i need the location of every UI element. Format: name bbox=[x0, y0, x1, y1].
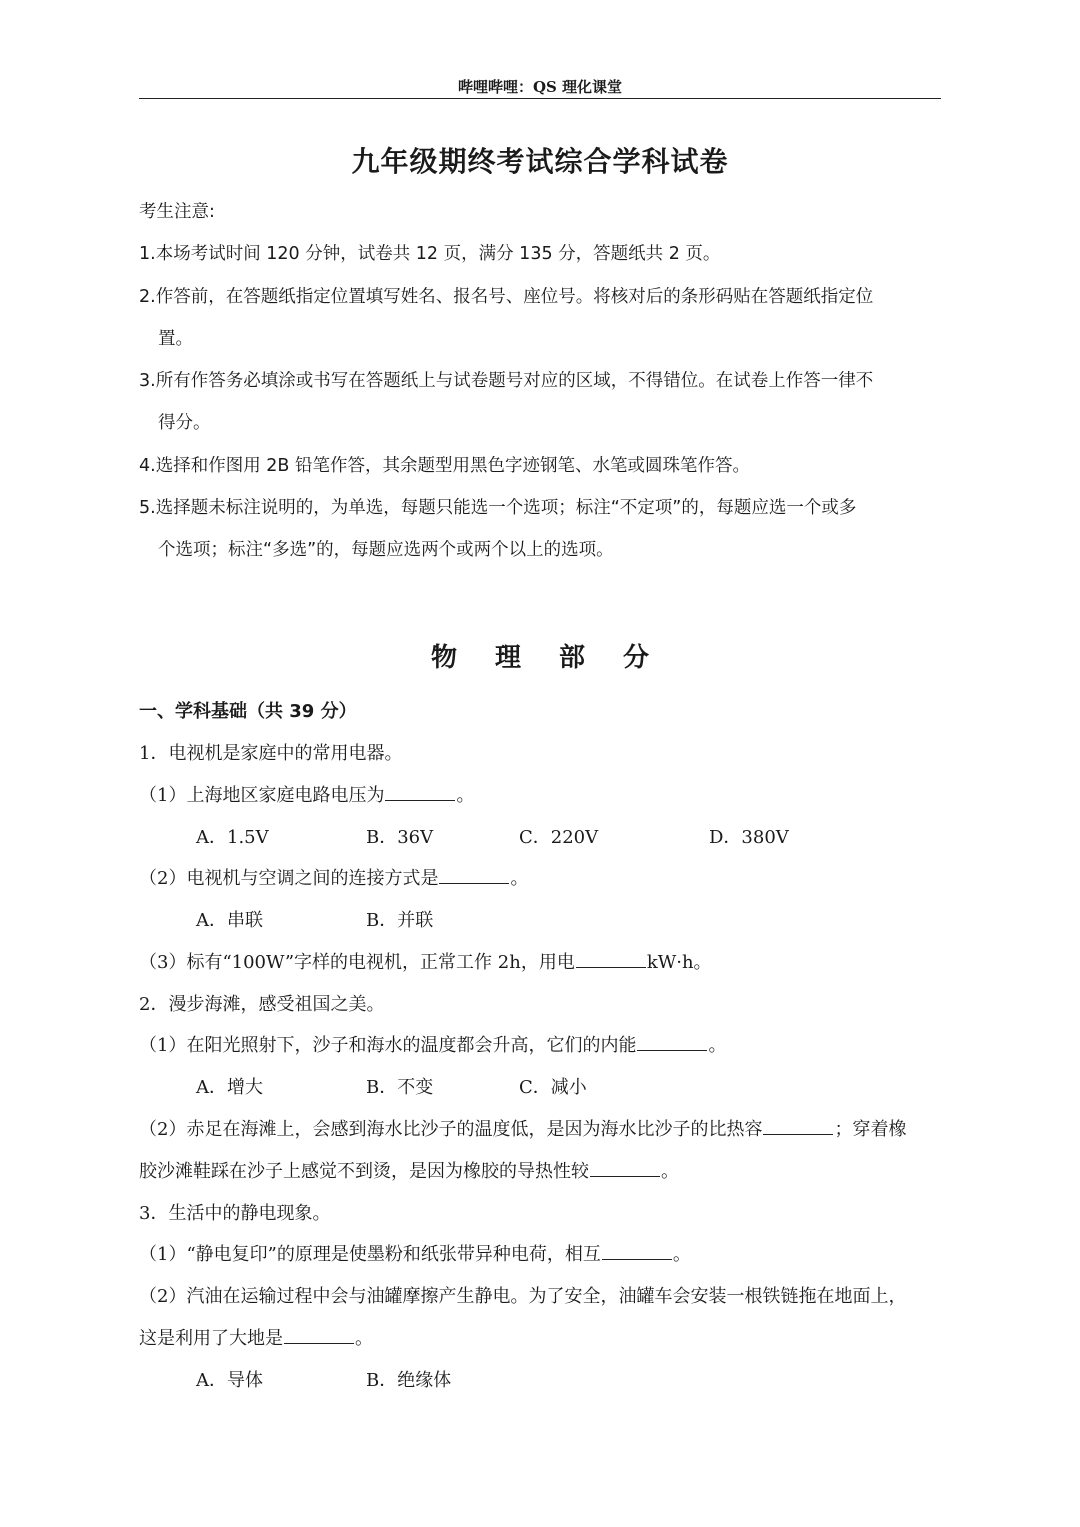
notice-line-4: 4.选择和作图用 2B 铅笔作答，其余题型用黑色字迹钢笔、水笔或圆珠笔作答。 bbox=[139, 456, 750, 476]
section-char: 分 bbox=[623, 643, 650, 673]
answer-blank[interactable] bbox=[590, 1158, 660, 1177]
q2-sub2: （2）赤足在海滩上，会感到海水比沙子的温度低，是因为海水比沙子的比热容 ；穿着橡 bbox=[139, 1115, 906, 1141]
answer-blank[interactable] bbox=[637, 1032, 707, 1051]
q3-sub2-cont: 这是利用了大地是 。 bbox=[139, 1324, 373, 1350]
q2-sub2-cont: 胶沙滩鞋踩在沙子上感觉不到烫，是因为橡胶的导热性较 。 bbox=[139, 1157, 679, 1183]
q2-sub1: （1）在阳光照射下，沙子和海水的温度都会升高，它们的内能 。 bbox=[139, 1031, 726, 1057]
section-char: 理 bbox=[494, 643, 521, 673]
notice-line-2-cont: 置。 bbox=[158, 329, 193, 349]
q1-s1-option-b: B．36V bbox=[366, 827, 434, 848]
notice-line-5: 5.选择题未标注说明的，为单选，每题只能选一个选项；标注“不定项”的，每题应选一个或多 bbox=[139, 498, 857, 518]
q3-s2-option-a: A．导体 bbox=[196, 1370, 263, 1391]
answer-blank[interactable] bbox=[576, 949, 646, 968]
q1-s2-option-a: A．串联 bbox=[196, 910, 263, 931]
q3-sub1: （1）“静电复印”的原理是使墨粉和纸张带异种电荷，相互 。 bbox=[139, 1240, 691, 1266]
header-divider bbox=[139, 98, 941, 99]
q2-s1-option-c: C．减小 bbox=[519, 1077, 587, 1098]
notice-line-5-cont: 个选项；标注“多选”的，每题应选两个或两个以上的选项。 bbox=[158, 540, 614, 560]
notice-line-3: 3.所有作答务必填涂或书写在答题纸上与试卷题号对应的区域，不得错位。在试卷上作答一律不 bbox=[139, 371, 874, 391]
q2-stem: 2．漫步海滩，感受祖国之美。 bbox=[139, 994, 385, 1015]
notice-heading: 考生注意: bbox=[139, 202, 215, 222]
section-char: 物 bbox=[430, 643, 457, 673]
answer-blank[interactable] bbox=[602, 1241, 672, 1260]
page-header: 哔哩哔哩：QS 理化课堂 bbox=[457, 78, 623, 96]
notice-line-2: 2.作答前，在答题纸指定位置填写姓名、报名号、座位号。将核对后的条形码贴在答题纸指定位 bbox=[139, 287, 874, 307]
q1-s1-option-c: C．220V bbox=[519, 827, 599, 848]
answer-blank[interactable] bbox=[763, 1116, 833, 1135]
q3-sub2: （2）汽油在运输过程中会与油罐摩擦产生静电。为了安全，油罐车会安装一根铁链拖在地面上， bbox=[139, 1286, 907, 1307]
q1-s1-option-a: A．1.5V bbox=[196, 827, 269, 848]
q1-sub2: （2）电视机与空调之间的连接方式是 。 bbox=[139, 864, 528, 890]
section-char: 部 bbox=[559, 643, 586, 673]
q1-sub1: （1）上海地区家庭电路电压为 。 bbox=[139, 781, 474, 807]
q1-s1-option-d: D．380V bbox=[709, 827, 789, 848]
q3-stem: 3．生活中的静电现象。 bbox=[139, 1203, 331, 1224]
q1-s2-option-b: B．并联 bbox=[366, 910, 434, 931]
q1-sub3: （3）标有“100W”字样的电视机，正常工作 2h，用电 kW·h。 bbox=[139, 948, 712, 974]
part-heading: 一、学科基础（共 39 分） bbox=[139, 701, 357, 722]
q2-s1-option-a: A．增大 bbox=[196, 1077, 263, 1098]
answer-blank[interactable] bbox=[439, 865, 509, 884]
answer-blank[interactable] bbox=[385, 782, 455, 801]
q2-s1-option-b: B．不变 bbox=[366, 1077, 434, 1098]
answer-blank[interactable] bbox=[284, 1325, 354, 1344]
section-title bbox=[139, 637, 941, 674]
notice-line-1: 1.本场考试时间 120 分钟，试卷共 12 页，满分 135 分，答题纸共 2 页。 bbox=[139, 244, 721, 264]
exam-title: 九年级期终考试综合学科试卷 bbox=[351, 145, 729, 178]
notice-line-3-cont: 得分。 bbox=[158, 413, 211, 433]
q1-stem: 1．电视机是家庭中的常用电器。 bbox=[139, 743, 403, 764]
q3-s2-option-b: B．绝缘体 bbox=[366, 1370, 452, 1391]
